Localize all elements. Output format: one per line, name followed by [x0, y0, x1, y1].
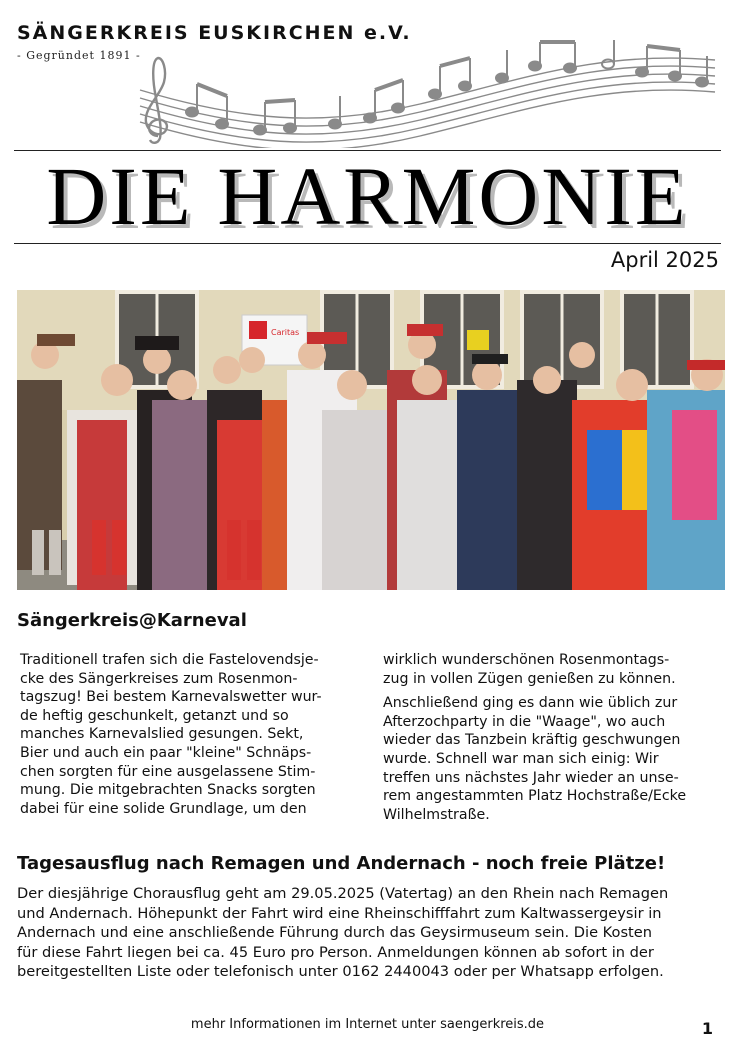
- text-line: bereitgestellten Liste oder telefonisch unter 0162 2440043 oder per Whatsapp erfolgen.: [17, 963, 664, 980]
- text-line: chen sorgten für eine ausgelassene Stim-: [20, 763, 316, 780]
- text-line: Der diesjährige Chorausflug geht am 29.05.2025 (Vatertag) an den Rhein nach Remagen: [17, 885, 669, 902]
- text-line: Afterzochparty in die "Waage", wo auch: [383, 713, 666, 730]
- text-line: für diese Fahrt liegen bei ca. 45 Euro pro Person. Anmeldungen können ab sofort in der: [17, 943, 654, 961]
- text-line: Traditionell trafen sich die Fastelovendsje-: [20, 652, 319, 668]
- music-notes: [186, 40, 708, 135]
- text-line: wieder das Tanzbein kräftig geschwungen: [383, 732, 681, 749]
- founded-line: - Gegründet 1891 -: [17, 49, 141, 62]
- text-line: Bier und auch ein paar "kleine" Schnäps-: [20, 744, 312, 761]
- music-staff-decoration: [130, 38, 720, 148]
- issue-date: April 2025: [610, 248, 719, 272]
- carnival-group-photo: [17, 290, 725, 590]
- text-line: Andernach und eine anschließende Führung durch das Geysirmuseum sein. Die Kosten: [17, 924, 653, 941]
- article-carnival-column-2: [383, 651, 723, 824]
- text-line: treffen uns nächstes Jahr wieder an unse-: [383, 769, 679, 786]
- masthead-title: DIE HARMONIE: [46, 150, 689, 242]
- article-carnival-column-1: [20, 651, 360, 818]
- text-line: Wilhelmstraße.: [383, 806, 490, 823]
- article-trip-body: [17, 884, 722, 982]
- footer-info: mehr Informationen im Internet unter saengerkreis.de: [190, 1017, 545, 1032]
- text-line: Anschließend ging es dann wie üblich zur: [383, 695, 678, 712]
- article-carnival-headline: Sängerkreis@Karneval: [17, 610, 247, 631]
- photo-sign: Caritas: [271, 328, 300, 337]
- page-number: 1: [701, 1019, 713, 1038]
- organization-name: SÄNGERKREIS EUSKIRCHEN e.V.: [17, 22, 412, 44]
- text-line: und Andernach. Höhepunkt der Fahrt wird eine Rheinschifffahrt zum Kaltwassergeysir in: [17, 904, 662, 922]
- text-line: zug in vollen Zügen genießen zu können.: [383, 670, 676, 687]
- article-trip-headline: Tagesausflug nach Remagen und Andernach - noch freie Plätze!: [17, 853, 666, 874]
- text-line: tagszug! Bei bestem Karnevalswetter wur-: [20, 689, 322, 706]
- text-line: manches Karnevalslied gesungen. Sekt,: [20, 726, 304, 743]
- masthead-bottom-rule: [14, 243, 721, 244]
- text-line: rem angestammten Platz Hochstraße/Ecke: [383, 788, 687, 805]
- text-line: dabei für eine solide Grundlage, um den: [20, 800, 307, 817]
- text-line: wirklich wunderschönen Rosenmontags-: [383, 652, 670, 668]
- text-line: cke des Sängerkreises zum Rosenmon-: [20, 670, 298, 687]
- text-line: wurde. Schnell war man sich einig: Wir: [383, 750, 659, 767]
- text-line: de heftig geschunkelt, getanzt und so: [20, 707, 289, 724]
- text-line: mung. Die mitgebrachten Snacks sorgten: [20, 782, 316, 799]
